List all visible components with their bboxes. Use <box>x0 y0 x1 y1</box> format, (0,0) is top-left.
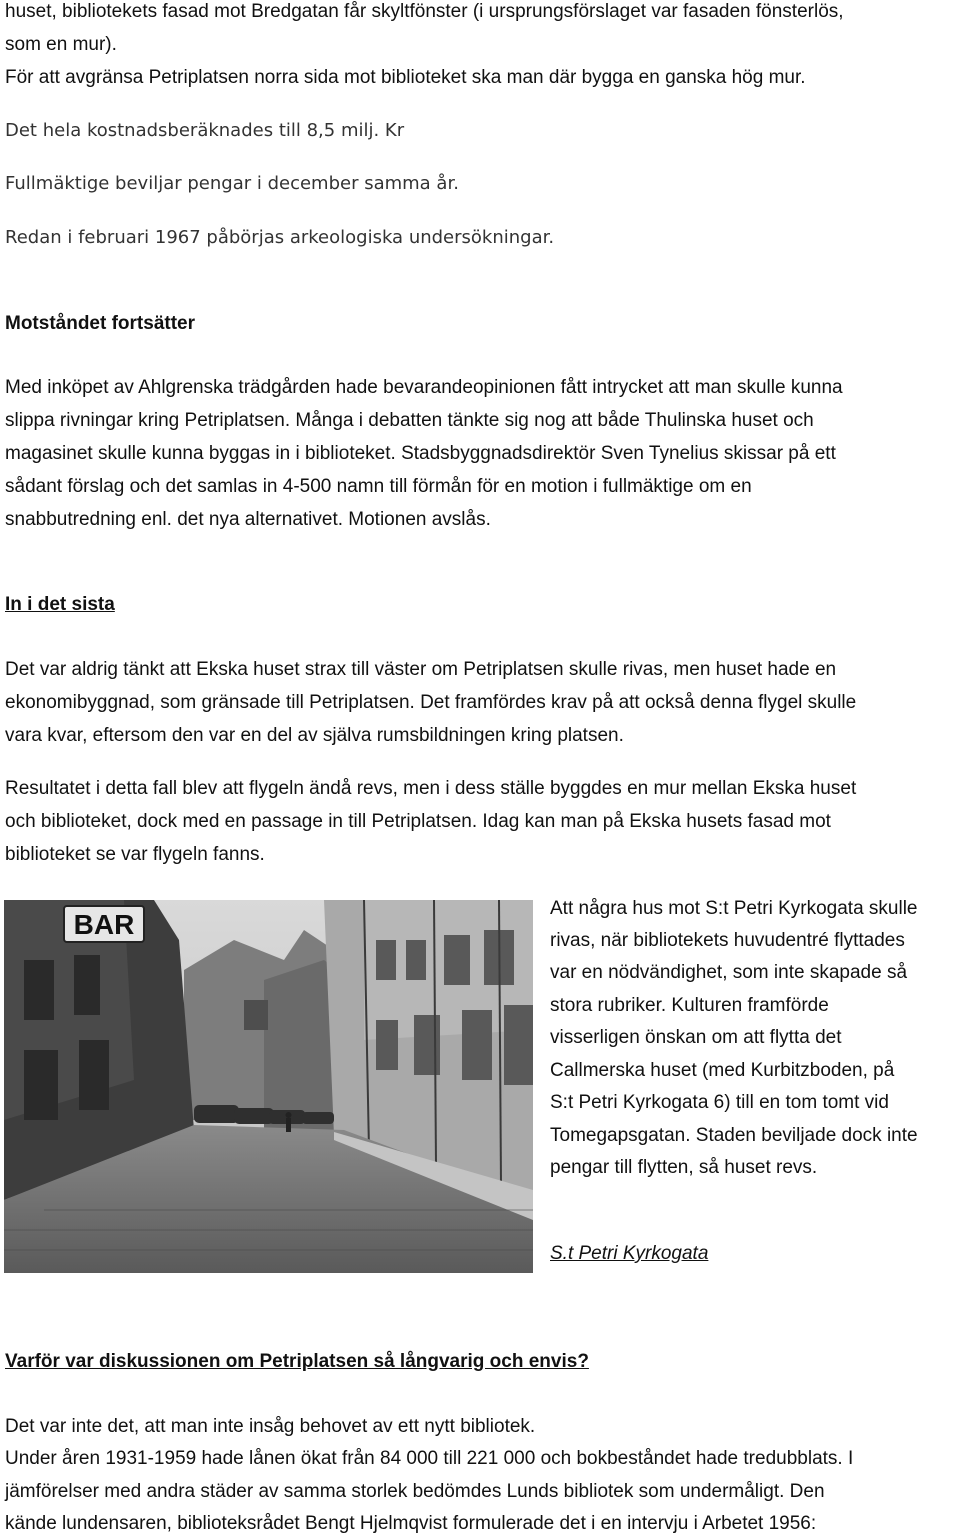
side-text-line: rivas, när bibliotekets huvudentré flyttades <box>550 930 905 951</box>
street-photo-image <box>4 900 533 1273</box>
side-text-line: stora rubriker. Kulturen framförde <box>550 995 829 1016</box>
paragraph-line: och biblioteket, dock med en passage in till Petriplatsen. Idag kan man på Ekska husets fasad mot <box>5 811 831 832</box>
intro-line: Redan i februari 1967 påbörjas arkeologiska undersökningar. <box>5 227 555 248</box>
paragraph-line: Med inköpet av Ahlgrenska trädgården hade bevarandeopinionen fått intrycket att man skulle kunna <box>5 377 843 398</box>
paragraph-line: snabbutredning enl. det nya alternativet. Motionen avslås. <box>5 509 491 530</box>
paragraph-line: Det var inte det, att man inte insåg behovet av ett nytt bibliotek. <box>5 1416 536 1437</box>
paragraph-line: Det var aldrig tänkt att Ekska huset strax till väster om Petriplatsen skulle rivas, men huset hade en <box>5 659 837 680</box>
side-text-line: visserligen önskan om att flytta det <box>550 1027 842 1048</box>
intro-line: som en mur). <box>5 34 117 55</box>
intro-line: Fullmäktige beviljar pengar i december samma år. <box>5 173 459 194</box>
section-heading <box>5 593 115 617</box>
side-text-line: Callmerska huset (med Kurbitzboden, på <box>550 1060 895 1081</box>
paragraph-line: ekonomibyggnad, som gränsade till Petriplatsen. Det framfördes krav på att också denna flygel skulle <box>5 692 857 713</box>
intro-line: Det hela kostnadsberäknades till 8,5 milj. Kr <box>5 120 405 141</box>
intro-line: huset, bibliotekets fasad mot Bredgatan får skyltfönster (i ursprungsförslaget var fasaden fönsterlös, <box>5 1 844 22</box>
section-heading <box>5 1350 589 1374</box>
paragraph-line: biblioteket se var flygeln fanns. <box>5 844 265 865</box>
paragraph-line: magasinet skulle kunna byggas in i biblioteket. Stadsbyggnadsdirektör Sven Tynelius skissar på ett <box>5 443 836 464</box>
paragraph-line: Resultatet i detta fall blev att flygeln ändå revs, men i dess ställe byggdes en mur mellan Ekska huset <box>5 778 857 799</box>
bar-sign-text: BAR <box>73 909 135 940</box>
intro-line: För att avgränsa Petriplatsen norra sida mot biblioteket ska man där bygga en ganska hög mur. <box>5 67 806 88</box>
section-heading: Motståndet fortsätter <box>5 313 196 334</box>
side-text-line: var en nödvändighet, som inte skapade så <box>550 962 908 983</box>
paragraph-line: vara kvar, eftersom den var en del av själva rumsbildningen kring platsen. <box>5 725 624 746</box>
section-heading-text: Varför var diskussionen om Petriplatsen så långvarig och envis? <box>5 1351 589 1372</box>
street-photo <box>4 900 533 1273</box>
side-text-line: pengar till flytten, så huset revs. <box>550 1157 818 1178</box>
paragraph-line: sådant förslag och det samlas in 4-500 namn till förmån för en motion i fullmäktige om en <box>5 476 752 497</box>
paragraph-line: jämförelser med andra städer av samma storlek bedömdes Lunds bibliotek som undermåligt. Den <box>5 1481 825 1502</box>
side-text-line: Tomegapsgatan. Staden beviljade dock inte <box>550 1125 918 1146</box>
side-text-line: Att några hus mot S:t Petri Kyrkogata skulle <box>550 898 918 919</box>
paragraph-line: Under åren 1931-1959 hade lånen ökat från 84 000 till 221 000 och bokbeståndet hade tredubblats. I <box>5 1448 854 1469</box>
paragraph-line: kände lundensaren, biblioteksrådet Bengt Hjelmqvist formulerade det i en intervju i Arbetet 1956: <box>5 1513 817 1534</box>
photo-caption: S.t Petri Kyrkogata <box>550 1243 709 1264</box>
side-text-line: S:t Petri Kyrkogata 6) till en tom tomt vid <box>550 1092 889 1113</box>
section-heading-text: In i det sista <box>5 594 115 615</box>
paragraph-line: slippa rivningar kring Petriplatsen. Många i debatten tänkte sig nog att både Thulinska huset och <box>5 410 814 431</box>
